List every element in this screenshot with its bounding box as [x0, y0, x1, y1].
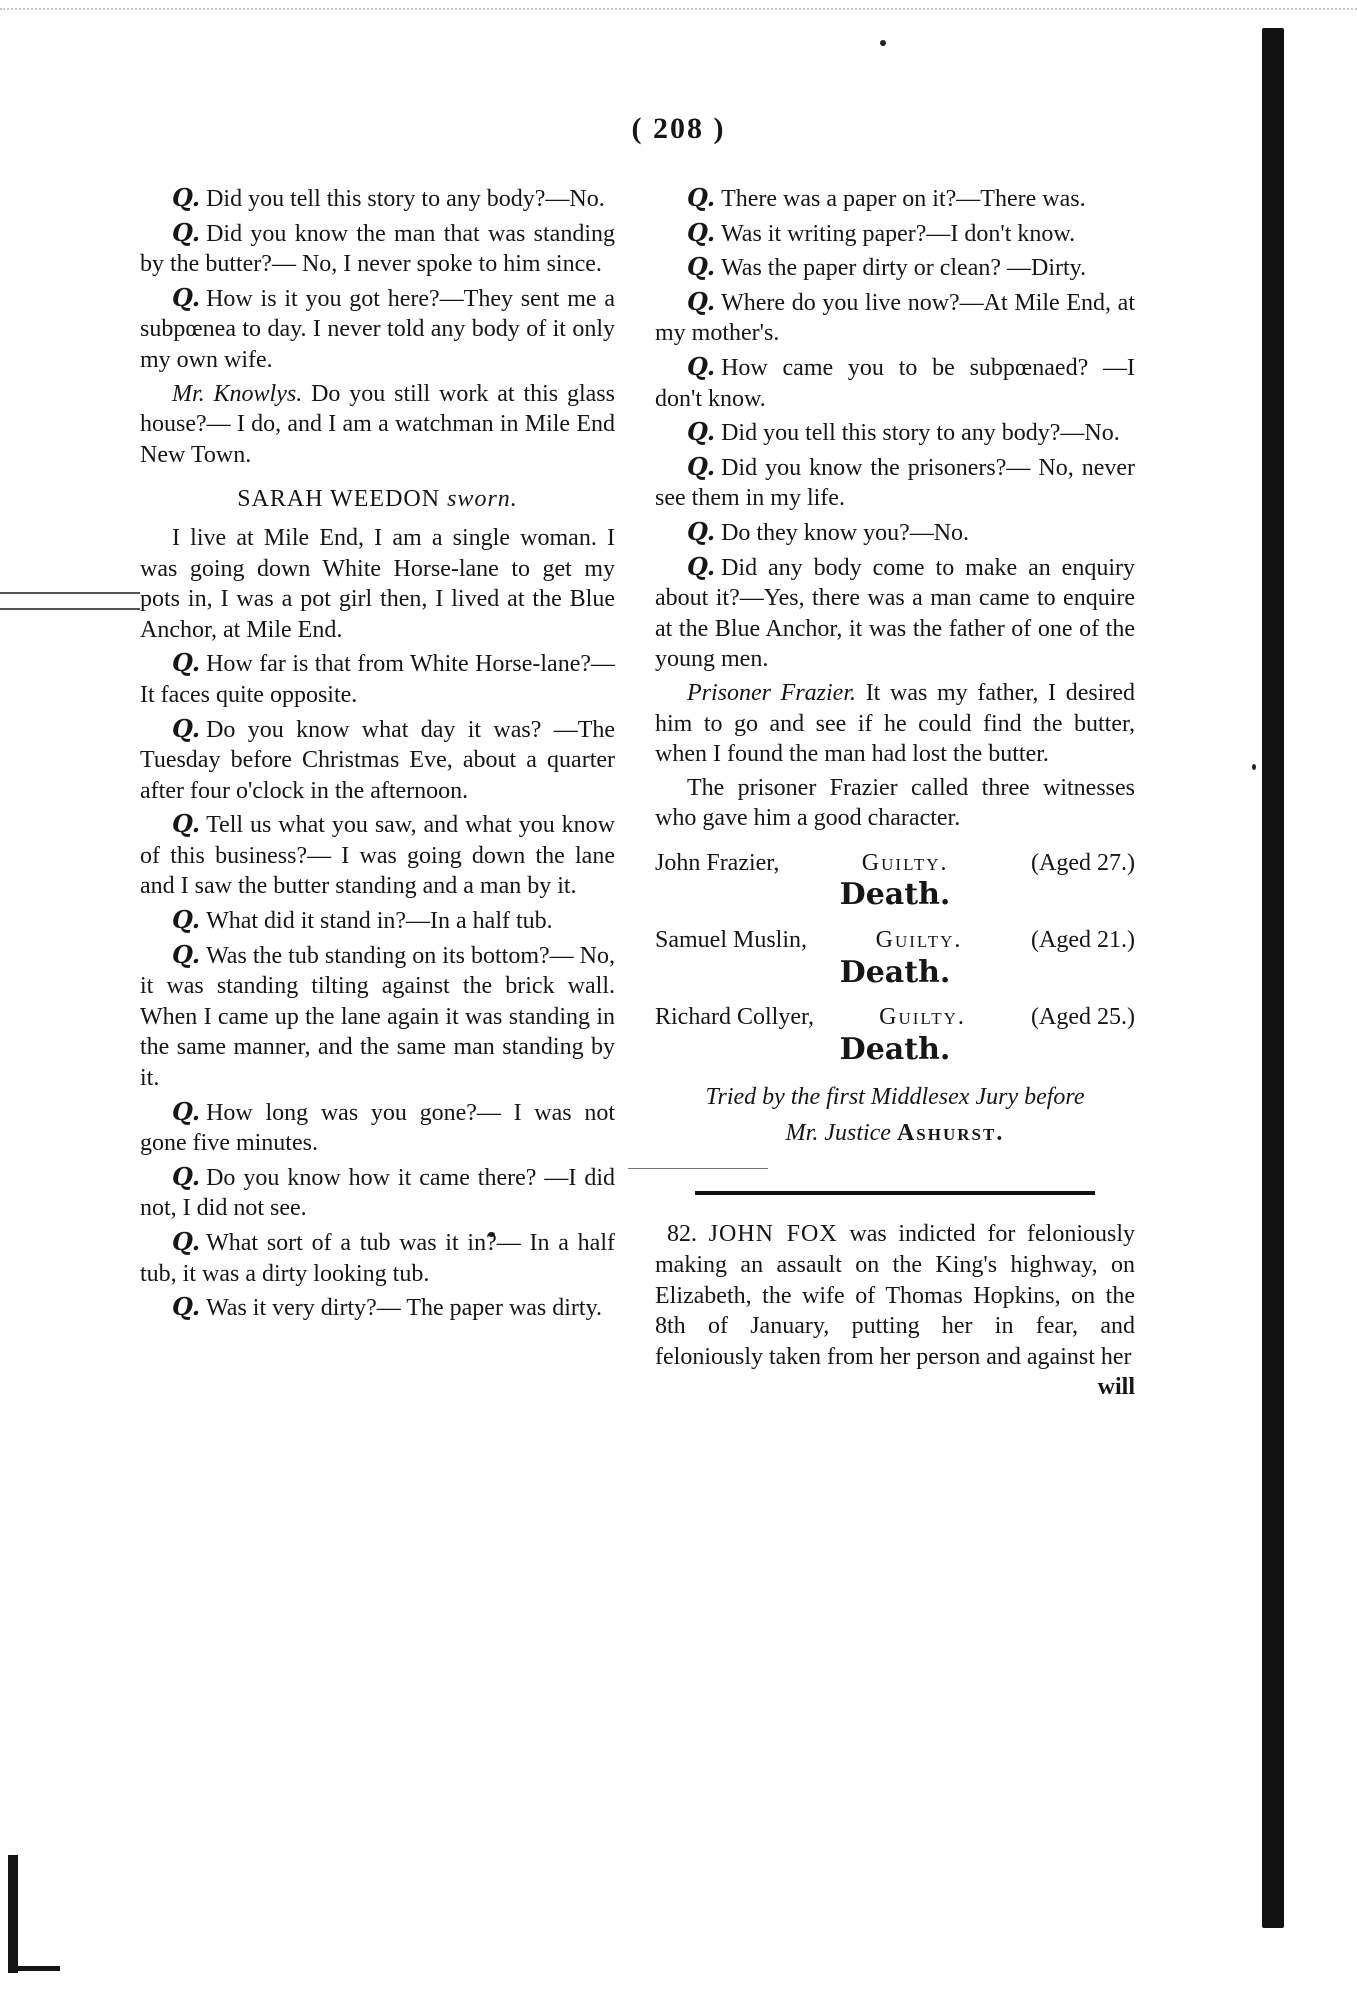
question-marker: Q.	[687, 286, 716, 316]
question-paragraph	[140, 1292, 615, 1324]
question-paragraph	[140, 905, 615, 937]
scan-top-edge-marks	[0, 8, 1357, 24]
case-text: was indicted for feloniously making an assault on the King's highway, on Elizabeth, the wife of Thomas Hopkins, on the 8th of January, putting her in fear, and feloniously taken from her person and against her	[655, 1221, 1135, 1370]
paragraph-text: Did you know the man that was standing by the butter?— No, I never spoke to him since.	[140, 220, 615, 278]
question-paragraph	[140, 283, 615, 376]
question-paragraph	[140, 648, 615, 710]
question-paragraph	[655, 417, 1135, 449]
question-marker: Q.	[172, 183, 201, 212]
question-marker: Q.	[172, 217, 201, 247]
paragraph-text: Do you know how it came there? —I did not, I did not see.	[140, 1164, 615, 1222]
defendant-name: Richard Collyer,	[655, 1004, 814, 1031]
defendant-name: John Frazier,	[655, 849, 780, 876]
question-marker: Q.	[687, 451, 716, 481]
verdict-block	[655, 1002, 1135, 1065]
tried-by-line: Tried by the first Middlesex Jury before	[705, 1084, 1085, 1111]
question-marker: Q.	[687, 252, 716, 282]
question-marker: Q.	[172, 1096, 201, 1126]
sentence-text: Death.	[839, 877, 951, 913]
case-number: 82.	[667, 1221, 697, 1248]
question-paragraph	[140, 1227, 615, 1289]
left-column	[140, 183, 615, 1327]
paragraph-text: Tell us what you saw, and what you know of this business?— I was going down the lane and I saw the butter standing and a man by it.	[140, 812, 615, 900]
paragraph-text: Was it very dirty?— The paper was dirty.	[206, 1295, 603, 1322]
ink-speck	[1252, 764, 1256, 770]
question-marker: Q.	[687, 516, 716, 546]
paragraph-text: What sort of a tub was it in?— In a half tub, it was a dirty looking tub.	[140, 1230, 615, 1287]
witness-heading	[140, 484, 615, 515]
paragraph-text: There was a paper on it?—There was.	[721, 186, 1086, 212]
narrative-paragraph	[655, 773, 1135, 834]
case-defendant: JOHN FOX	[708, 1221, 838, 1248]
question-paragraph	[655, 218, 1135, 250]
question-marker: Q.	[687, 417, 716, 447]
question-paragraph	[655, 252, 1135, 284]
speaker-name: Prisoner Frazier.	[687, 679, 857, 706]
verdict-block	[655, 848, 1135, 911]
paragraph-text: Do you still work at this glass house?— I do, and I am a watchman in Mile End New Town.	[140, 380, 615, 468]
question-paragraph	[655, 287, 1135, 349]
verdict-text: Guilty.	[861, 849, 949, 876]
question-marker: Q.	[172, 1292, 201, 1322]
question-paragraph	[140, 218, 615, 280]
verdict-line	[655, 1002, 1135, 1033]
question-paragraph	[140, 183, 615, 215]
judge-line	[655, 1115, 1135, 1151]
question-paragraph	[655, 452, 1135, 514]
paragraph-text: Did you know the prisoners?— No, never see them in my life.	[655, 454, 1135, 512]
speaker-paragraph	[140, 379, 615, 471]
question-marker: Q.	[172, 1161, 201, 1191]
question-paragraph	[655, 183, 1135, 215]
ink-speck	[880, 40, 886, 46]
paragraph-text: Was the tub standing on its bottom?— No, it was standing tilting against the brick wall. When I came up the lane again it was standing in the same manner, and the same man standing by it.	[140, 942, 615, 1092]
speaker-name: Mr. Knowlys.	[172, 380, 303, 407]
sentence-text: Death.	[839, 1031, 951, 1067]
question-marker: Q.	[172, 1227, 201, 1256]
defendant-age: (Aged 25.)	[1031, 1004, 1135, 1031]
question-paragraph	[140, 809, 615, 902]
paragraph-text: Did you tell this story to any body?—No.	[206, 186, 605, 212]
verdict-block	[655, 925, 1135, 988]
paragraph-text: Did any body come to make an enquiry about it?—Yes, there was a man came to enquire at the Blue Anchor, it was the father of one of the young men.	[655, 554, 1135, 673]
question-paragraph	[655, 552, 1135, 675]
paragraph-text: How came you to be subpœnaed? —I don't know.	[655, 354, 1135, 412]
binding-edge-bar	[1262, 28, 1284, 1928]
paragraph-text: Was it writing paper?—I don't know.	[721, 220, 1076, 247]
paragraph-text: How long was you gone?— I was not gone five minutes.	[140, 1099, 615, 1157]
judge-name: Ashurst.	[896, 1120, 1005, 1147]
question-paragraph	[655, 352, 1135, 414]
question-marker: Q.	[172, 713, 201, 743]
witness-name: SARAH WEEDON	[237, 486, 441, 513]
question-paragraph	[140, 940, 615, 1094]
paragraph-text: It was my father, I desired him to go and see if he could find the butter, when I found the man had lost the butter.	[655, 679, 1135, 768]
question-marker: Q.	[172, 939, 201, 969]
question-marker: Q.	[172, 648, 201, 678]
paragraph-text: How far is that from White Horse-lane?—It faces quite opposite.	[140, 651, 615, 708]
paragraph-text: Was the paper dirty or clean? —Dirty.	[721, 255, 1087, 282]
left-margin-mark	[8, 1855, 18, 1973]
paragraph-text: How is it you got here?—They sent me a subpœnea to day. I never told any body of it only my own wife.	[140, 285, 615, 373]
witness-sworn: sworn.	[447, 486, 518, 513]
section-divider	[695, 1191, 1095, 1195]
question-marker: Q.	[687, 217, 716, 247]
verdict-text: Guilty.	[879, 1004, 966, 1031]
question-marker: Q.	[172, 809, 201, 839]
verdict-text: Guilty.	[875, 927, 963, 954]
paragraph-text: Do they know you?—No.	[721, 519, 970, 546]
defendant-name: Samuel Muslin,	[655, 927, 808, 954]
catchword: will	[1097, 1374, 1135, 1401]
judge-title: Mr. Justice	[785, 1120, 891, 1147]
sentence-text: Death.	[839, 954, 951, 990]
question-marker: Q.	[687, 183, 716, 212]
left-margin-mark-foot	[8, 1966, 60, 1971]
question-paragraph	[140, 1162, 615, 1224]
question-marker: Q.	[172, 282, 201, 312]
tried-by-note	[655, 1079, 1135, 1151]
defendant-age: (Aged 27.)	[1031, 849, 1135, 876]
defendant-age: (Aged 21.)	[1031, 927, 1135, 954]
case-paragraph	[655, 1219, 1135, 1372]
paragraph-text: Do you know what day it was? —The Tuesday before Christmas Eve, about a quarter after four o'clock in the afternoon.	[140, 716, 615, 804]
question-paragraph	[140, 1097, 615, 1159]
speaker-paragraph	[655, 678, 1135, 770]
question-paragraph	[140, 714, 615, 807]
verdict-line	[655, 848, 1135, 879]
question-paragraph	[655, 517, 1135, 549]
paragraph-text: What did it stand in?—In a half tub.	[206, 908, 553, 935]
paragraph-text: Did you tell this story to any body?—No.	[721, 420, 1120, 447]
right-column	[655, 183, 1135, 1403]
testimony-paragraph	[140, 523, 615, 645]
left-margin-rule	[0, 592, 140, 610]
paragraph-text: Where do you live now?—At Mile End, at my mother's.	[655, 289, 1135, 347]
page-number: ( 208 )	[631, 112, 726, 145]
question-marker: Q.	[172, 905, 201, 935]
paragraph-text: I live at Mile End, I am a single woman. I was going down White Horse-lane to get my pots in, I was a pot girl then, I lived at the Blue Anchor, at Mile End.	[140, 524, 615, 643]
verdict-line	[655, 925, 1135, 956]
paragraph-text: The prisoner Frazier called three witnesses who gave him a good character.	[655, 774, 1135, 832]
question-marker: Q.	[687, 351, 716, 381]
question-marker: Q.	[687, 551, 716, 581]
